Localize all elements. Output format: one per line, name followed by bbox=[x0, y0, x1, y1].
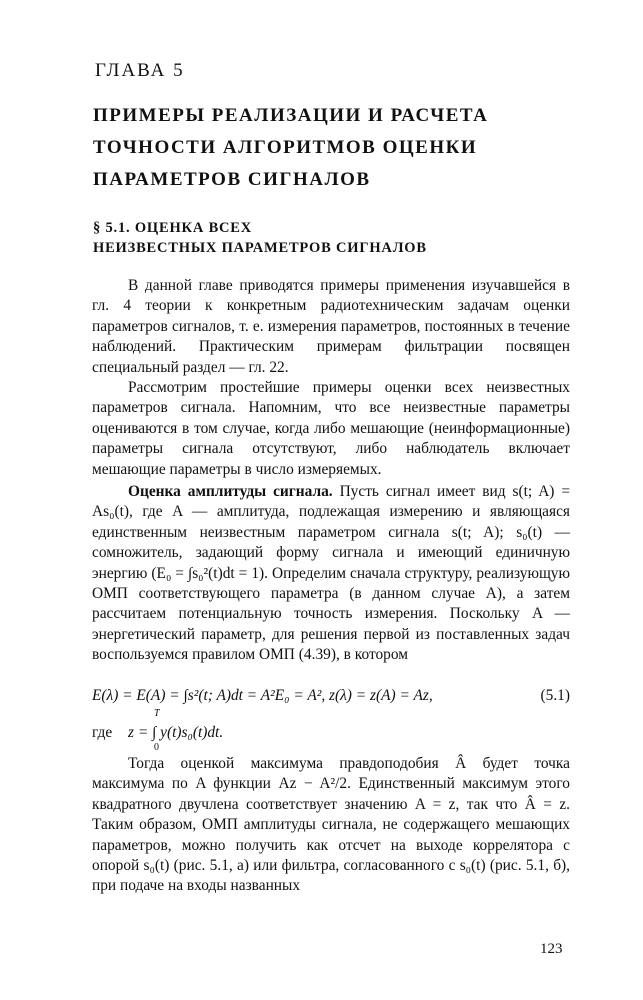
section-heading bbox=[93, 218, 573, 258]
chapter-title-line: ТОЧНОСТИ АЛГОРИТМОВ ОЦЕНКИ bbox=[93, 137, 478, 158]
paragraph-examples: Рассмотрим простейшие примеры оценки всех неизвестных параметров сигнала. Напомним, что все неизвестные параметры оцениваются в том случае, когда либо мешающие (неинформационные) параметры сигнала отсутствуют, либо наблюдатель включает мешающие параметры в число измеряемых. bbox=[92, 379, 570, 478]
chapter-title-line: ПРИМЕРЫ РЕАЛИЗАЦИИ И РАСЧЕТА bbox=[93, 105, 489, 126]
where-expression: z = ∫ y(t)s₀(t)dt. bbox=[128, 724, 224, 741]
paragraph-estimate: Тогда оценкой максимума правдоподобия Â будет точка максимума по A функции Az − A²/2. Единственный максимум этого квадратного двучлена соответствует значению A = z, так что Â = z. Таким образом, ОМП амплитуды сигнала, не содержащего мешающих параметров, можно получить как отсчет на выходе коррелятора с опорой s₀(t) (рис. 5.1, а) или фильтра, согласованного с s₀(t) (рис. 5.1, б), при подаче на входы названных bbox=[92, 755, 570, 895]
equation-number: (5.1) bbox=[540, 687, 570, 704]
section-heading-line: НЕИЗВЕСТНЫХ ПАРАМЕТРОВ СИГНАЛОВ bbox=[93, 240, 427, 256]
chapter-title bbox=[93, 100, 593, 196]
paragraph-amplitude-text: Пусть сигнал имеет вид s(t; A) = As₀(t), где A — амплитуда, подлежащая измерению и являющаяся единственным неизвестным параметром сигнала s(t; A); s₀(t) — сомножитель, задающий форму сигнала и имеющий единичную энергию (E₀ = ∫s₀²(t)dt = 1). Определим сначала структуру, реализующую ОМП соответствующего параметра (в данном случае A), а затем рассчитаем потенциальную точность измерения. Поскольку A — энергетический параметр, для решения первой из поставленных задач воспользуемся правилом ОМП (4.39), в котором bbox=[92, 483, 571, 664]
section-heading-line: § 5.1. ОЦЕНКА ВСЕХ bbox=[93, 220, 253, 236]
equation-body: E(λ) = E(A) = ∫s²(t; A)dt = A²E₀ = A², z(λ) = z(A) = Az, bbox=[92, 687, 433, 704]
chapter-heading: ГЛАВА 5 bbox=[95, 60, 185, 81]
where-label: где bbox=[92, 724, 113, 741]
chapter-title-line: ПАРАМЕТРОВ СИГНАЛОВ bbox=[93, 169, 371, 190]
where-clause bbox=[92, 708, 392, 754]
page-number: 123 bbox=[540, 941, 563, 957]
paragraph-amplitude bbox=[92, 482, 570, 666]
paragraph-intro: В данной главе приводятся примеры применения изучавшейся в гл. 4 теории к конкретным радиотехническим задачам оценки параметров сигналов, т. е. измерения параметров, постоянных в течение наблюдений. Практическим примерам фильтрации посвящен специальный раздел — гл. 22. bbox=[92, 277, 570, 376]
integral-lower-limit: 0 bbox=[154, 742, 159, 753]
runin-heading: Оценка амплитуды сигнала. bbox=[128, 483, 333, 500]
integral-upper-limit: T bbox=[154, 708, 160, 719]
